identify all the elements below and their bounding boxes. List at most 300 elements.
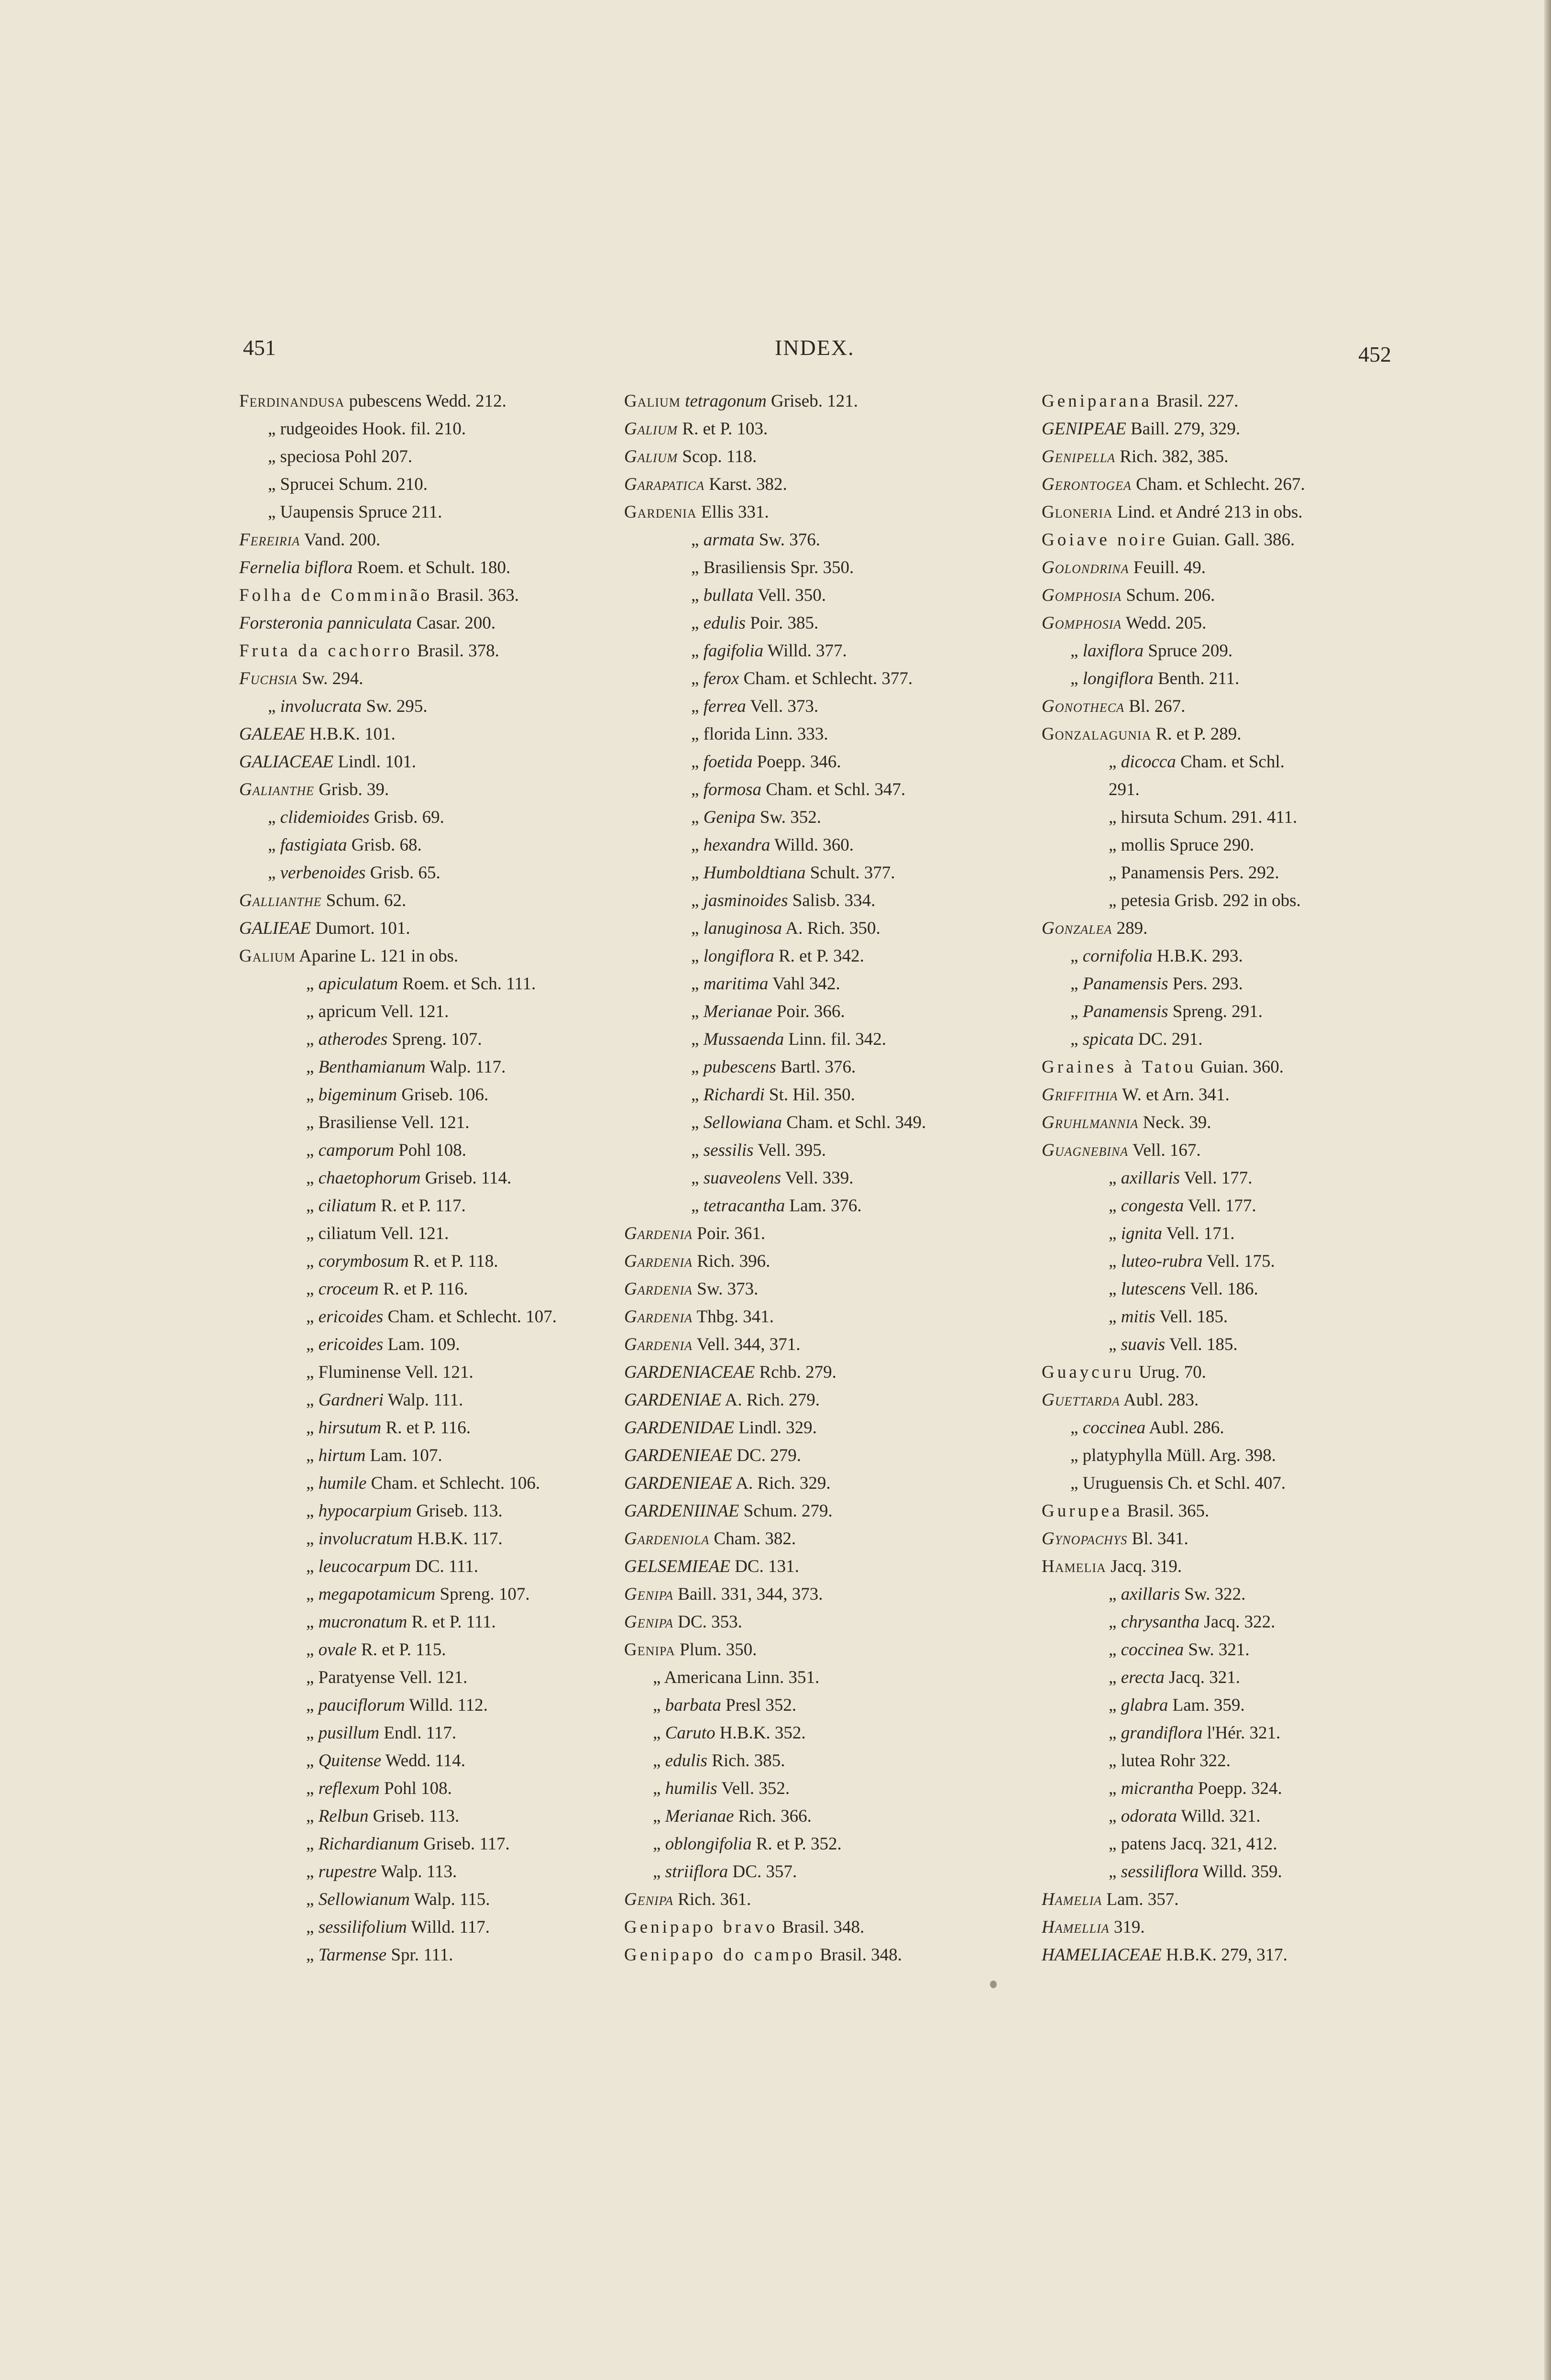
index-entry <box>239 1941 670 1969</box>
entry-italic-name: formosa <box>703 780 761 799</box>
entry-text: Sw. 373. <box>693 1279 759 1299</box>
entry-italic-name: glabra <box>1121 1695 1168 1715</box>
index-entry <box>1042 1414 1472 1442</box>
index-entry <box>1042 1248 1472 1275</box>
entry-text: Grisb. 69. <box>369 808 444 827</box>
entry-text: Scop. 118. <box>678 447 757 466</box>
index-entry <box>624 1220 1055 1248</box>
entry-text: l'Hér. 321. <box>1202 1723 1281 1743</box>
entry-text: Griseb. 113. <box>411 1501 503 1521</box>
entry-italic-name: GARDENIAE <box>624 1390 722 1410</box>
entry-italic-name: chaetophorum <box>318 1168 421 1188</box>
entry-text: Schum. 279. <box>739 1501 833 1521</box>
entry-text: „ petesia Grisb. 292 in obs. <box>1109 891 1301 910</box>
index-entry <box>624 942 1055 970</box>
entry-italic-name: edulis <box>703 613 746 633</box>
entry-ditto: „ <box>691 835 704 855</box>
entry-text: H.B.K. 117. <box>413 1529 503 1549</box>
index-entry <box>624 526 1055 554</box>
entry-text: Vell. 395. <box>753 1140 826 1160</box>
index-entry <box>624 720 1055 748</box>
entry-text: „ Brasiliensis Spr. 350. <box>691 558 854 577</box>
index-entry <box>1042 693 1472 720</box>
entry-italic-name: ericoides <box>318 1335 384 1354</box>
entry-text: Cham. et Schl. 347. <box>761 780 906 799</box>
entry-text: Willd. 359. <box>1199 1862 1282 1882</box>
entry-text: „ mollis Spruce 290. <box>1109 835 1254 855</box>
index-entry <box>624 1192 1055 1220</box>
index-entry <box>239 443 670 471</box>
entry-text: W. et Arn. 341. <box>1118 1085 1230 1105</box>
entry-text: DC. 353. <box>673 1612 742 1632</box>
entry-italic-name: Sellowianum <box>318 1890 410 1909</box>
entry-ditto: „ <box>306 1251 319 1271</box>
index-entry <box>1042 804 1472 831</box>
entry-text: Vell. 344, 371. <box>693 1335 801 1354</box>
entry-text: R. et P. 118. <box>408 1251 498 1271</box>
entry-ditto: „ <box>1109 1224 1121 1243</box>
entry-text: Poepp. 346. <box>752 752 841 772</box>
entry-italic-name: micrantha <box>1121 1779 1194 1798</box>
entry-italic-name: sessiliflora <box>1121 1862 1199 1882</box>
entry-genus-synonym: Gallianthe <box>239 891 322 910</box>
entry-italic-name: axillaris <box>1121 1168 1180 1188</box>
entry-ditto: „ <box>1109 1806 1121 1826</box>
entry-ditto: „ <box>268 863 280 883</box>
entry-text: Wedd. 205. <box>1122 613 1207 633</box>
entry-text: Poir. 385. <box>746 613 819 633</box>
index-entry <box>624 887 1055 915</box>
index-entry <box>239 1359 670 1386</box>
entry-genus: Hamelia <box>1042 1557 1106 1576</box>
entry-italic-name: hirsutum <box>318 1418 382 1438</box>
index-entry <box>239 1248 670 1275</box>
index-entry <box>1042 887 1472 915</box>
entry-text: A. Rich. 350. <box>782 919 880 938</box>
entry-text: Lam. 359. <box>1168 1695 1245 1715</box>
entry-italic-name: rupestre <box>318 1862 377 1882</box>
entry-italic-name: GENIPEAE <box>1042 419 1126 439</box>
entry-ditto: „ <box>691 1196 704 1216</box>
entry-text: Rich. 385. <box>707 1751 785 1771</box>
index-entry <box>624 748 1055 776</box>
index-entry <box>239 498 670 526</box>
entry-text: Feuill. 49. <box>1129 558 1206 577</box>
entry-ditto: „ <box>306 1501 319 1521</box>
entry-text: Griseb. 121. <box>766 391 858 411</box>
entry-text: Willd. 117. <box>407 1917 490 1937</box>
entry-text: Vell. 175. <box>1202 1251 1275 1271</box>
entry-ditto: „ <box>306 1695 319 1715</box>
entry-genus-synonym: Genipa <box>624 1584 674 1604</box>
entry-italic-name: apiculatum <box>318 974 398 994</box>
paper-speck <box>990 1981 997 1988</box>
entry-ditto: „ <box>1109 1584 1121 1604</box>
index-entry <box>1042 970 1472 998</box>
index-entry <box>1042 859 1472 887</box>
entry-ditto: „ <box>306 1140 319 1160</box>
entry-text: Brasil. 365. <box>1122 1501 1210 1521</box>
entry-italic-name: grandiflora <box>1121 1723 1203 1743</box>
entry-italic-name: Humboldtiana <box>703 863 806 883</box>
entry-text: Brasil. 227. <box>1152 391 1239 411</box>
entry-text: Sw. 376. <box>754 530 820 550</box>
index-entry <box>624 1858 1055 1886</box>
entry-genus: Galium <box>239 946 296 966</box>
entry-text: Pohl 108. <box>379 1779 452 1798</box>
index-entry <box>239 1220 670 1248</box>
entry-text: Poir. 361. <box>693 1224 766 1243</box>
index-entry <box>624 804 1055 831</box>
entry-vernacular: Genipapo bravo <box>624 1917 778 1937</box>
entry-genus-synonym: Fereiria <box>239 530 300 550</box>
entry-text: Karst. 382. <box>704 475 787 494</box>
index-entry <box>1042 1608 1472 1636</box>
index-entry <box>239 1192 670 1220</box>
entry-vernacular: Folha de Comminão <box>239 586 433 605</box>
entry-italic-name: atherodes <box>318 1029 388 1049</box>
entry-ditto: „ <box>306 1168 319 1188</box>
entry-ditto: „ <box>306 1917 319 1937</box>
index-entry <box>624 498 1055 526</box>
entry-italic-name: GARDENIDAE <box>624 1418 735 1438</box>
index-entry <box>1042 1636 1472 1664</box>
entry-text: Spreng. 107. <box>435 1584 530 1604</box>
entry-italic-name: hexandra <box>703 835 770 855</box>
entry-text: Dumort. 101. <box>311 919 410 938</box>
entry-text: DC. 357. <box>728 1862 797 1882</box>
entry-italic-name: Relbun <box>318 1806 369 1826</box>
index-entry <box>239 637 670 665</box>
index-entry <box>624 1914 1055 1941</box>
entry-text: Rich. 366. <box>734 1806 812 1826</box>
index-entry <box>624 1164 1055 1192</box>
entry-text: Walp. 115. <box>409 1890 490 1909</box>
entry-ditto: „ <box>306 1890 319 1909</box>
entry-ditto: „ <box>306 1390 319 1410</box>
entry-italic-name: humile <box>318 1473 367 1493</box>
entry-ditto: „ <box>1070 1029 1083 1049</box>
entry-text: Bartl. 376. <box>776 1057 856 1077</box>
entry-text: Willd. 321. <box>1177 1806 1261 1826</box>
entry-text: Linn. fil. 342. <box>784 1029 886 1049</box>
entry-genus: Gardenia <box>624 502 697 522</box>
entry-text: Lam. 107. <box>365 1446 442 1465</box>
index-entry <box>1042 498 1472 526</box>
entry-italic-name: barbata <box>665 1695 721 1715</box>
entry-text: 289. <box>1112 919 1148 938</box>
entry-italic-name: pauciflorum <box>318 1695 405 1715</box>
entry-vernacular: Goiave noire <box>1042 530 1168 550</box>
entry-ditto: „ <box>1109 1779 1121 1798</box>
index-entry <box>1042 554 1472 582</box>
entry-italic-name: involucratum <box>318 1529 413 1549</box>
index-entry <box>624 471 1055 498</box>
index-entry <box>624 1664 1055 1692</box>
entry-italic-name: lanuginosa <box>703 919 782 938</box>
entry-text: R. et P. 289. <box>1151 724 1242 744</box>
entry-ditto: „ <box>691 586 704 605</box>
entry-text: Cham. et Schlecht. 106. <box>366 1473 540 1493</box>
entry-italic-name: GARDENIEAE <box>624 1473 733 1493</box>
entry-italic-name: sessilifolium <box>318 1917 407 1937</box>
index-entry <box>624 1053 1055 1081</box>
entry-genus: Gonzalagunia <box>1042 724 1152 744</box>
entry-italic-name: longiflora <box>1082 669 1154 688</box>
entry-genus-synonym: Gruhlmannia <box>1042 1113 1139 1132</box>
entry-italic-name: erecta <box>1121 1668 1165 1687</box>
entry-text: Wedd. 114. <box>381 1751 466 1771</box>
entry-ditto: „ <box>691 1029 704 1049</box>
index-entry <box>1042 1553 1472 1581</box>
entry-genus-synonym: Galianthe <box>239 780 315 799</box>
entry-ditto: „ <box>306 1196 319 1216</box>
entry-text: Rich. 396. <box>693 1251 770 1271</box>
entry-text: Lam. 376. <box>785 1196 862 1216</box>
entry-italic-name: pubescens <box>703 1057 776 1077</box>
index-entry <box>624 1692 1055 1719</box>
entry-text: Griseb. 113. <box>368 1806 460 1826</box>
index-entry <box>239 387 670 415</box>
index-entry <box>624 1081 1055 1109</box>
index-entry <box>1042 1164 1472 1192</box>
entry-text: Roem. et Schult. 180. <box>352 558 511 577</box>
entry-italic-name: Quitense <box>318 1751 382 1771</box>
index-entry <box>239 998 670 1026</box>
index-entry <box>624 1497 1055 1525</box>
entry-ditto: „ <box>1109 1196 1121 1216</box>
entry-ditto: „ <box>691 1113 704 1132</box>
index-entry <box>239 1830 670 1858</box>
index-entry <box>1042 1303 1472 1331</box>
page-header <box>0 335 1551 368</box>
entry-ditto: „ <box>306 1446 319 1465</box>
entry-text: Vahl 342. <box>768 974 840 994</box>
index-entry <box>624 637 1055 665</box>
index-entry <box>1042 1386 1472 1414</box>
entry-text: „ ciliatum Vell. 121. <box>306 1224 449 1243</box>
index-entry <box>239 1109 670 1137</box>
entry-text: H.B.K. 279, 317. <box>1161 1945 1287 1965</box>
entry-text: „ Brasiliense Vell. 121. <box>306 1113 470 1132</box>
index-entry <box>1042 1858 1472 1886</box>
entry-text: Sw. 294. <box>297 669 363 688</box>
entry-italic-name: GALEAE <box>239 724 305 744</box>
index-entry <box>1042 1581 1472 1608</box>
entry-italic-name: Gardneri <box>318 1390 384 1410</box>
entry-italic-name: verbenoides <box>280 863 366 883</box>
entry-italic-name: GALIEAE <box>239 919 311 938</box>
entry-text: Casar. 200. <box>412 613 496 633</box>
entry-italic-name: Richardianum <box>318 1834 419 1854</box>
index-entry <box>1042 1803 1472 1830</box>
entry-genus-synonym: Gardeniola <box>624 1529 710 1549</box>
index-entry <box>624 1386 1055 1414</box>
index-entry <box>624 776 1055 804</box>
index-entry <box>1042 998 1472 1026</box>
entry-genus-synonym: Guettarda <box>1042 1390 1120 1410</box>
entry-ditto: „ <box>691 919 704 938</box>
entry-italic-name: ciliatum <box>318 1196 376 1216</box>
entry-italic-name: clidemioides <box>280 808 370 827</box>
entry-ditto: „ <box>1109 1279 1121 1299</box>
entry-text: R. et P. 342. <box>774 946 864 966</box>
index-entry <box>1042 1192 1472 1220</box>
entry-italic-name: tetragonum <box>680 391 767 411</box>
entry-text: Spreng. 107. <box>387 1029 482 1049</box>
entry-ditto: „ <box>306 1529 319 1549</box>
entry-italic-name: ovale <box>318 1640 357 1660</box>
entry-italic-name: reflexum <box>318 1779 380 1798</box>
entry-text: „ apricum Vell. 121. <box>306 1002 449 1021</box>
entry-italic-name: cornifolia <box>1082 946 1153 966</box>
entry-text: Grisb. 65. <box>365 863 440 883</box>
entry-ditto: „ <box>691 752 704 772</box>
entry-italic-name: suavis <box>1121 1335 1166 1354</box>
entry-text: R. et P. 116. <box>378 1279 468 1299</box>
entry-ditto: „ <box>306 1279 319 1299</box>
index-entry <box>1042 1719 1472 1747</box>
entry-italic-name: croceum <box>318 1279 379 1299</box>
entry-ditto: „ <box>1070 974 1083 994</box>
entry-italic-name: suaveolens <box>703 1168 781 1188</box>
entry-genus-synonym: Gardenia <box>624 1224 693 1243</box>
index-entry <box>1042 582 1472 609</box>
entry-ditto: „ <box>1109 752 1121 772</box>
entry-ditto: „ <box>306 1418 319 1438</box>
index-entry <box>624 1553 1055 1581</box>
entry-text: Walp. 111. <box>384 1390 463 1410</box>
index-entry <box>624 1525 1055 1553</box>
index-entry <box>624 1414 1055 1442</box>
entry-text: Vell. 186. <box>1186 1279 1258 1299</box>
index-entry <box>624 415 1055 443</box>
entry-text: DC. 131. <box>730 1557 799 1576</box>
entry-italic-name: sessilis <box>703 1140 754 1160</box>
entry-ditto: „ <box>1109 1335 1121 1354</box>
index-entry <box>1042 831 1472 859</box>
entry-vernacular: Gurupea <box>1042 1501 1123 1521</box>
entry-text: St. Hil. 350. <box>764 1085 855 1105</box>
entry-italic-name: mucronatum <box>318 1612 407 1632</box>
index-entry <box>1042 942 1472 970</box>
index-entry <box>239 693 670 720</box>
entry-text: pubescens Wedd. 212. <box>344 391 506 411</box>
index-entry <box>239 748 670 776</box>
index-entry <box>624 1303 1055 1331</box>
entry-italic-name: Caruto <box>665 1723 715 1743</box>
entry-italic-name: Panamensis <box>1082 1002 1168 1021</box>
entry-text: „ platyphylla Müll. Arg. 398. <box>1070 1446 1276 1465</box>
entry-italic-name: hypocarpium <box>318 1501 412 1521</box>
index-entry <box>1042 1137 1472 1164</box>
entry-ditto: „ <box>1109 1307 1121 1327</box>
entry-text: Benth. 211. <box>1153 669 1240 688</box>
entry-genus: Ferdinandusa <box>239 391 345 411</box>
index-entry <box>239 1553 670 1581</box>
entry-italic-name: ignita <box>1121 1224 1163 1243</box>
entry-ditto: „ <box>653 1862 665 1882</box>
entry-text: Urug. 70. <box>1134 1362 1206 1382</box>
entry-genus-synonym: Garapatica <box>624 475 705 494</box>
entry-text: Walp. 113. <box>376 1862 457 1882</box>
index-entry <box>239 1525 670 1553</box>
entry-ditto: „ <box>306 1612 319 1632</box>
index-entry <box>624 665 1055 693</box>
entry-text: Vand. 200. <box>300 530 381 550</box>
entry-text: 319. <box>1109 1917 1145 1937</box>
entry-ditto: „ <box>306 1057 319 1077</box>
index-entry <box>239 970 670 998</box>
index-entry <box>239 804 670 831</box>
index-entry <box>1042 1692 1472 1719</box>
entry-ditto: „ <box>691 891 704 910</box>
entry-text: Baill. 279, 329. <box>1126 419 1241 439</box>
index-entry <box>239 1692 670 1719</box>
index-entry <box>239 1775 670 1803</box>
entry-text: Vell. 350. <box>753 586 826 605</box>
entry-italic-name: HAMELIACEAE <box>1042 1945 1162 1965</box>
entry-italic-name: jasminoides <box>703 891 788 910</box>
entry-genus-synonym: Gonzalea <box>1042 919 1112 938</box>
entry-ditto: „ <box>691 946 704 966</box>
entry-italic-name: camporum <box>318 1140 394 1160</box>
entry-genus: Galium <box>624 391 681 411</box>
index-entry <box>1042 1081 1472 1109</box>
entry-italic-name: bullata <box>703 586 754 605</box>
entry-text: Spreng. 291. <box>1168 1002 1263 1021</box>
entry-italic-name: bigeminum <box>318 1085 397 1105</box>
entry-text: Ellis 331. <box>696 502 769 522</box>
entry-italic-name: armata <box>703 530 755 550</box>
entry-ditto: „ <box>653 1806 665 1826</box>
entry-genus-synonym: Fuchsia <box>239 669 298 688</box>
entry-italic-name: megapotamicum <box>318 1584 436 1604</box>
entry-text: Lindl. 101. <box>333 752 416 772</box>
index-entry <box>624 1886 1055 1914</box>
index-entry <box>624 1331 1055 1359</box>
entry-text: H.B.K. 352. <box>715 1723 806 1743</box>
entry-text: R. et P. 103. <box>678 419 768 439</box>
entry-text: Lind. et André 213 in obs. <box>1112 502 1303 522</box>
entry-text: „ hirsuta Schum. 291. 411. <box>1109 808 1298 827</box>
entry-italic-name: edulis <box>665 1751 708 1771</box>
index-entry <box>624 387 1055 415</box>
entry-text: Rich. 382, 385. <box>1115 447 1229 466</box>
entry-genus-synonym: Gardenia <box>624 1335 693 1354</box>
index-entry <box>239 1664 670 1692</box>
entry-italic-name: Benthamianum <box>318 1057 426 1077</box>
entry-text: Jacq. 319. <box>1106 1557 1182 1576</box>
index-entry <box>1042 1941 1472 1969</box>
entry-text: Cham. et Schl. <box>1176 752 1285 772</box>
index-entry <box>239 776 670 804</box>
entry-text: Rich. 361. <box>673 1890 751 1909</box>
entry-text: Willd. 377. <box>763 641 847 661</box>
index-entry <box>239 831 670 859</box>
entry-text: Pohl 108. <box>394 1140 467 1160</box>
entry-ditto: „ <box>306 1723 319 1743</box>
entry-italic-name: hirtum <box>318 1446 366 1465</box>
index-entry <box>624 1359 1055 1386</box>
entry-text: H.B.K. 293. <box>1152 946 1243 966</box>
entry-text: Poepp. 324. <box>1193 1779 1282 1798</box>
entry-italic-name: foetida <box>703 752 753 772</box>
entry-text: Grisb. 39. <box>314 780 389 799</box>
entry-genus-synonym: Gonotheca <box>1042 697 1124 716</box>
entry-text: Aparine L. 121 in obs. <box>295 946 459 966</box>
entry-vernacular: Fruta da cachorro <box>239 641 413 661</box>
